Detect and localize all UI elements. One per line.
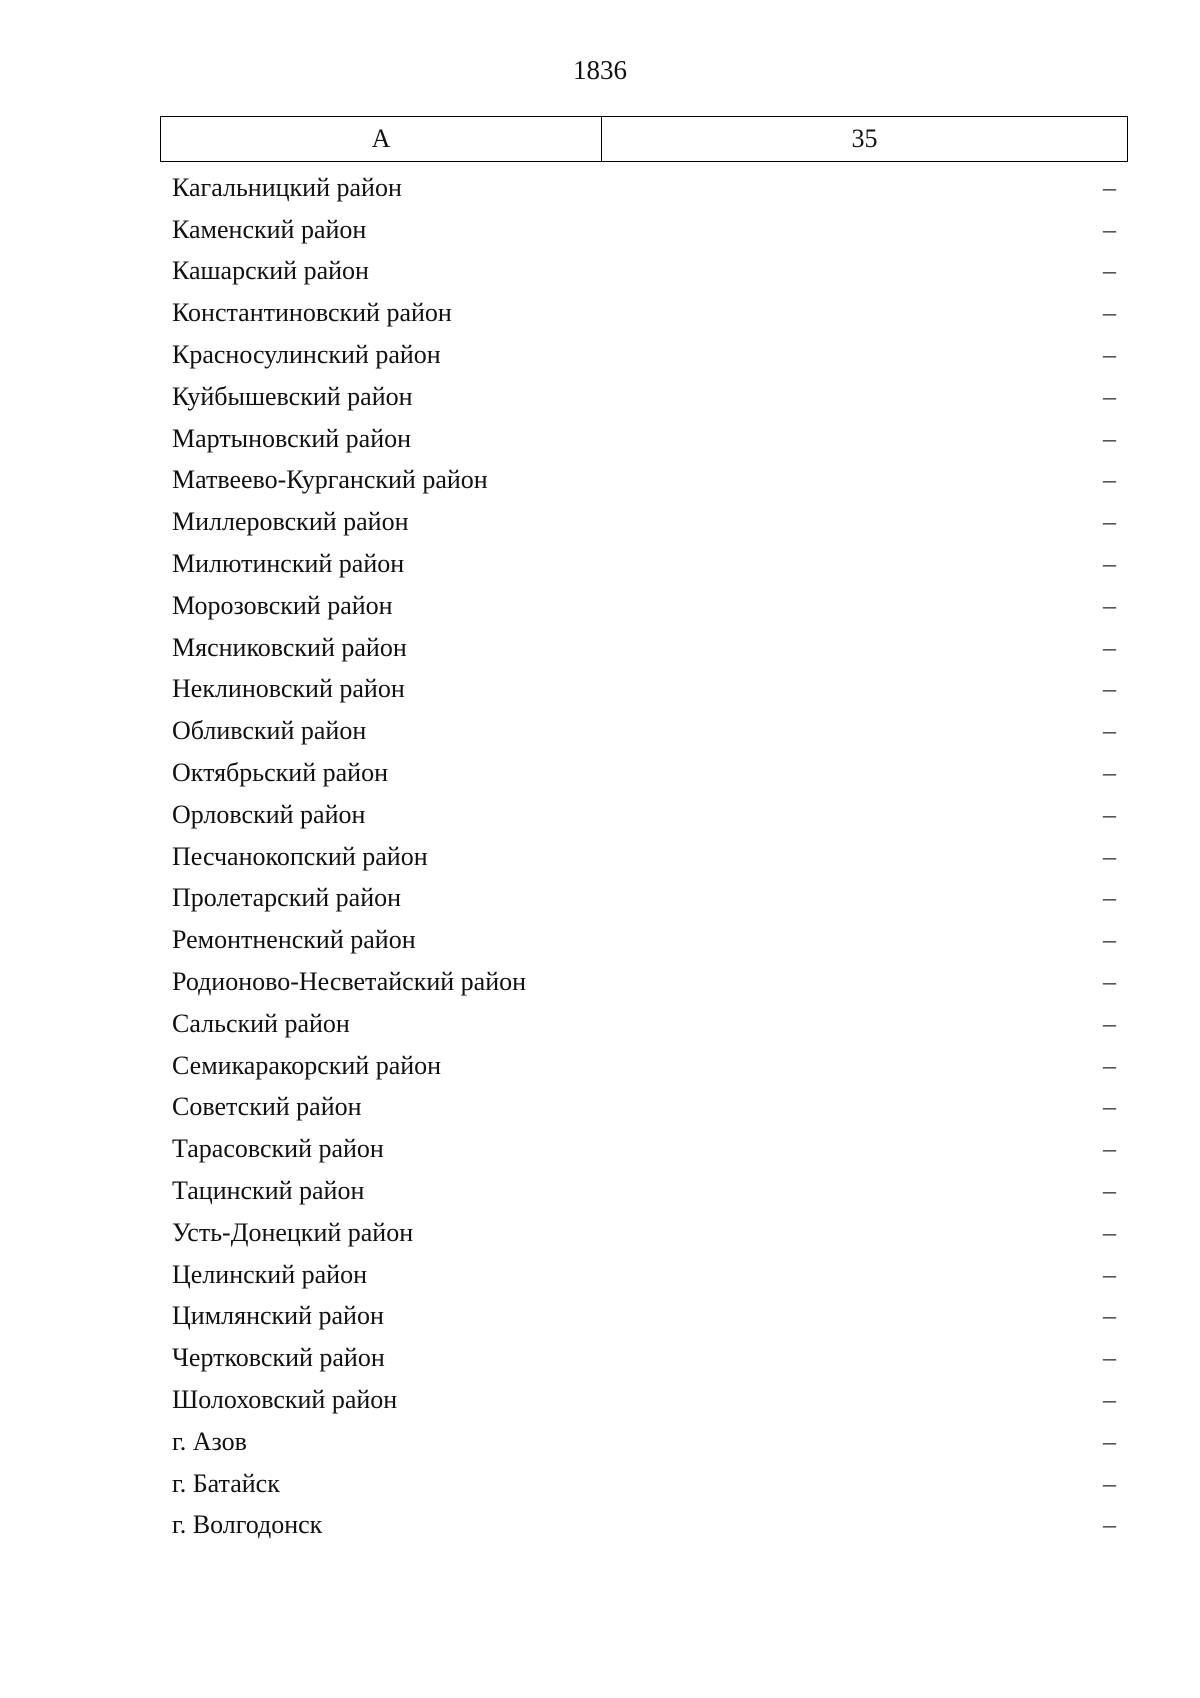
- row-name: Милютинский район: [172, 549, 405, 579]
- table-row: [160, 1170, 1128, 1212]
- row-name: Константиновский район: [172, 298, 452, 328]
- row-value: –: [1103, 799, 1116, 829]
- row-value: –: [1103, 1217, 1116, 1247]
- row-value: –: [1103, 632, 1116, 662]
- table-row: [160, 167, 1128, 209]
- row-name: Каменский район: [172, 214, 367, 244]
- row-name: г. Батайск: [172, 1468, 280, 1498]
- row-value: –: [1103, 1259, 1116, 1289]
- row-value: –: [1103, 674, 1116, 704]
- row-name: Октябрьский район: [172, 758, 388, 788]
- row-name: Матвеево-Курганский район: [172, 465, 488, 495]
- table-row: [160, 836, 1128, 878]
- table-row: [160, 1045, 1128, 1087]
- row-value: –: [1103, 967, 1116, 997]
- row-value: –: [1103, 465, 1116, 495]
- row-value: –: [1103, 423, 1116, 453]
- table-row: [160, 1128, 1128, 1170]
- table-row: [160, 669, 1128, 711]
- row-name: Пролетарский район: [172, 883, 402, 913]
- row-value: –: [1103, 256, 1116, 286]
- row-value: –: [1103, 172, 1116, 202]
- table-row: [160, 1421, 1128, 1463]
- row-name: Миллеровский район: [172, 507, 409, 537]
- table-row: [160, 501, 1128, 543]
- row-value: –: [1103, 883, 1116, 913]
- row-name: Кашарский район: [172, 256, 369, 286]
- column-header-a: А: [161, 117, 602, 161]
- row-name: Мартыновский район: [172, 423, 412, 453]
- row-name: Кагальницкий район: [172, 172, 402, 202]
- row-name: Чертковский район: [172, 1343, 385, 1373]
- row-value: –: [1103, 716, 1116, 746]
- table-row: [160, 1505, 1128, 1547]
- table-row: [160, 251, 1128, 293]
- table-row: [160, 752, 1128, 794]
- row-value: –: [1103, 507, 1116, 537]
- row-name: Песчанокопский район: [172, 841, 428, 871]
- row-value: –: [1103, 1092, 1116, 1122]
- row-name: Шолоховский район: [172, 1385, 398, 1414]
- table-row: [160, 1003, 1128, 1045]
- table-row: [160, 794, 1128, 836]
- row-name: Морозовский район: [172, 590, 393, 620]
- table-row: [160, 209, 1128, 251]
- table-row: [160, 627, 1128, 669]
- table-row: [160, 460, 1128, 502]
- row-value: –: [1103, 1385, 1116, 1414]
- row-value: –: [1103, 340, 1116, 370]
- row-name: Неклиновский район: [172, 674, 405, 704]
- row-name: Сальский район: [172, 1008, 350, 1038]
- table-row: [160, 376, 1128, 418]
- row-name: Орловский район: [172, 799, 366, 829]
- table-body: [160, 167, 1128, 1546]
- table-row: [160, 334, 1128, 376]
- row-name: Мясниковский район: [172, 632, 407, 662]
- row-name: Цимлянский район: [172, 1301, 384, 1331]
- row-value: –: [1103, 549, 1116, 579]
- row-name: Усть-Донецкий район: [172, 1217, 414, 1247]
- row-name: Обливский район: [172, 716, 367, 746]
- row-value: –: [1103, 214, 1116, 244]
- table-row: [160, 961, 1128, 1003]
- table-row: [160, 1463, 1128, 1505]
- table-row: [160, 543, 1128, 585]
- row-value: –: [1103, 1426, 1116, 1456]
- row-value: –: [1103, 1134, 1116, 1164]
- table-row: [160, 1296, 1128, 1338]
- row-value: –: [1103, 841, 1116, 871]
- table-row: [160, 1087, 1128, 1129]
- row-name: Красносулинский район: [172, 340, 441, 370]
- table-row: [160, 418, 1128, 460]
- row-name: Тарасовский район: [172, 1134, 384, 1164]
- row-name: Ремонтненский район: [172, 925, 416, 955]
- table-row: [160, 1212, 1128, 1254]
- table-row: [160, 1254, 1128, 1296]
- row-value: –: [1103, 1510, 1116, 1540]
- row-value: –: [1103, 1301, 1116, 1331]
- row-value: –: [1103, 758, 1116, 788]
- row-value: –: [1103, 590, 1116, 620]
- row-name: Тацинский район: [172, 1176, 365, 1206]
- row-value: –: [1103, 1008, 1116, 1038]
- table-row: [160, 878, 1128, 920]
- row-name: г. Азов: [172, 1426, 247, 1456]
- row-name: Семикаракорский район: [172, 1050, 442, 1080]
- row-value: –: [1103, 1343, 1116, 1373]
- table-row: [160, 585, 1128, 627]
- table-row: [160, 1337, 1128, 1379]
- row-name: Целинский район: [172, 1259, 367, 1289]
- row-value: –: [1103, 381, 1116, 411]
- row-name: г. Волгодонск: [172, 1510, 323, 1540]
- column-header-35: 35: [851, 124, 878, 153]
- row-name: Советский район: [172, 1092, 362, 1122]
- row-value: –: [1103, 1050, 1116, 1080]
- table-header: [160, 116, 1128, 162]
- row-value: –: [1103, 1468, 1116, 1498]
- table-row: [160, 710, 1128, 752]
- row-name: Куйбышевский район: [172, 381, 413, 411]
- page-number: 1836: [573, 55, 627, 85]
- row-value: –: [1103, 925, 1116, 955]
- table-row: [160, 292, 1128, 334]
- row-value: –: [1103, 1176, 1116, 1206]
- table-row: [160, 919, 1128, 961]
- table-row: [160, 1379, 1128, 1421]
- row-value: –: [1103, 298, 1116, 328]
- row-name: Родионово-Несветайский район: [172, 967, 527, 997]
